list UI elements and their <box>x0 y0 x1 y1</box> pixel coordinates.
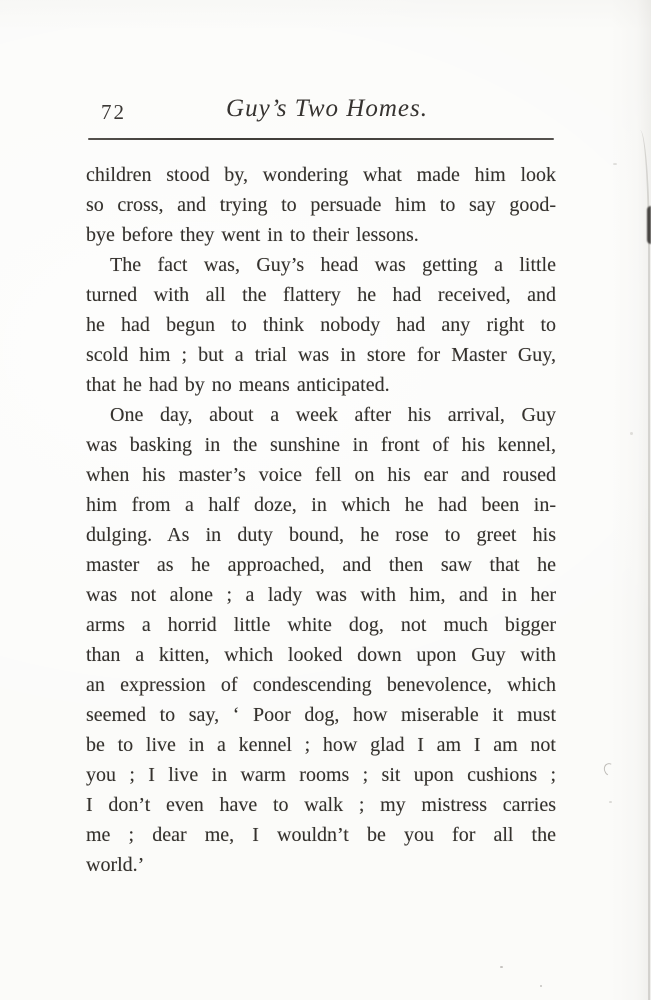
scan-artifact-speck <box>609 801 612 803</box>
text-line: he had begun to think nobody had any right to <box>86 314 556 336</box>
text-line: children stood by, wondering what made him look <box>86 164 556 186</box>
page-edge-shadow <box>638 130 650 1000</box>
text-line: was basking in the sunshine in front of his kennel, <box>86 434 556 456</box>
text-line: The fact was, Guy’s head was getting a little <box>110 254 556 276</box>
page-number: 72 <box>101 100 126 124</box>
text-line: you ; I live in warm rooms ; sit upon cushions ; <box>86 764 556 786</box>
text-line: when his master’s voice fell on his ear and roused <box>86 464 556 486</box>
text-line: world.’ <box>86 854 145 876</box>
scan-artifact-speck <box>540 985 542 987</box>
text-line: master as he approached, and then saw that he <box>86 554 556 576</box>
header-rule <box>88 138 554 140</box>
text-line: dulging. As in duty bound, he rose to greet his <box>86 524 556 546</box>
text-line: scold him ; but a trial was in store for Master Guy, <box>86 344 556 366</box>
text-line: One day, about a week after his arrival, Guy <box>110 404 556 426</box>
text-line: that he had by no means anticipated. <box>86 374 390 396</box>
text-line: be to live in a kennel ; how glad I am I am not <box>86 734 556 756</box>
scan-artifact-speck <box>613 163 617 165</box>
text-line: an expression of condescending benevolence, which <box>86 674 556 696</box>
scan-artifact-dark-mark <box>647 206 651 244</box>
text-line: I don’t even have to walk ; my mistress carries <box>86 794 556 816</box>
text-line: him from a half doze, in which he had been in- <box>86 494 556 516</box>
running-title: Guy’s Two Homes. <box>226 95 428 122</box>
text-line: was not alone ; a lady was with him, and in her <box>86 584 556 606</box>
scan-artifact-speck <box>500 966 503 968</box>
scan-artifact-speck <box>630 432 633 435</box>
text-line: turned with all the flattery he had received, and <box>86 284 556 306</box>
scan-artifact-curve-mark <box>602 762 617 778</box>
text-line: than a kitten, which looked down upon Guy with <box>86 644 556 666</box>
text-line: seemed to say, ‘ Poor dog, how miserable it must <box>86 704 556 726</box>
text-line: arms a horrid little white dog, not much bigger <box>86 614 556 636</box>
text-line: me ; dear me, I wouldn’t be you for all the <box>86 824 556 846</box>
body-text <box>86 160 556 880</box>
text-line: so cross, and trying to persuade him to say good- <box>86 194 556 216</box>
text-line: bye before they went in to their lessons. <box>86 224 419 246</box>
